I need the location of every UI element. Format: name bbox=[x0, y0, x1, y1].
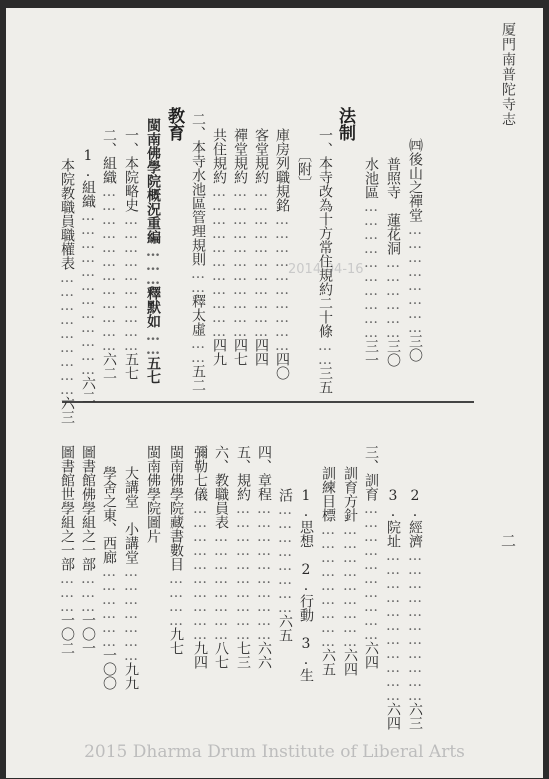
toc-entry-training-policy: 訓育方針………………………六四 bbox=[342, 466, 358, 676]
footer-watermark: 2015 Dharma Drum Institute of Liberal Arts bbox=[84, 742, 465, 762]
book-title: 厦門南普陀寺志 bbox=[500, 22, 516, 127]
toc-entry-rule-2: 二、本寺水池區管理規則……釋太虛……五二 bbox=[190, 112, 206, 392]
toc-entry-library-1: 圖書館佛學組之一部………一〇一 bbox=[80, 445, 96, 655]
toc-entry-library-catalog: 閩南佛學院藏書數目…………九七 bbox=[168, 445, 184, 655]
toc-entry-faculty: 本院教職員職權表………………………六三 bbox=[59, 158, 75, 424]
toc-entry-address: 3.院址……………………………六四 bbox=[385, 488, 401, 730]
toc-entry-life: 活……………………六五 bbox=[277, 488, 293, 642]
toc-entry-faculty-6: 六、教職員表……………………八七 bbox=[213, 445, 229, 669]
toc-entry-lecture-hall: 大講堂 小講堂…………………九九 bbox=[123, 466, 139, 690]
page-number: 二 bbox=[499, 533, 517, 548]
toc-appendix: 〔附〕 bbox=[296, 148, 312, 190]
section-heading-education: 教育 bbox=[164, 107, 184, 141]
toc-entry-history: 一、本院略史…………………………五七 bbox=[123, 128, 139, 380]
toc-entry-kufang: 庫房列職規銘…………………………四〇 bbox=[274, 128, 290, 380]
watermark-date: 2014-04-16 bbox=[288, 262, 364, 277]
toc-entry-ketang: 客堂規約……………………………四四 bbox=[253, 128, 269, 366]
toc-subitems-thought: 1.思想 2.行動 3.生 bbox=[298, 488, 314, 682]
toc-entry-organization: 二、組織………………………………六二 bbox=[101, 128, 117, 380]
toc-entry-houshan-chantang: ㈣後山之禪堂……………………三〇 bbox=[407, 138, 423, 362]
toc-entry-regulations-4: 四、章程…………………………六六 bbox=[256, 445, 272, 669]
toc-entry-minnan-intro: 閩南佛學院概況重編………釋默如……五七 bbox=[145, 118, 161, 384]
toc-entry-photos: 閩南佛學院圖片 bbox=[145, 445, 161, 543]
toc-entry-rule-1: 一、本寺改為十方常住規約二十條……三五 bbox=[317, 128, 333, 394]
toc-entry-training-goal: 訓練目標………………………六五 bbox=[320, 466, 336, 676]
toc-entry-regulations-5: 五、規約…………………………七三 bbox=[235, 445, 251, 669]
toc-entry-maitreya: 彌勒七儀…………………………九四 bbox=[192, 445, 208, 669]
toc-entry-gongzhu: 共住規約……………………………四九 bbox=[211, 128, 227, 366]
toc-entry-training: 三、訓育…………………………六四 bbox=[363, 445, 379, 669]
toc-entry-puzhao-temple: 普照寺 蓮花洞………………三〇 bbox=[385, 157, 401, 367]
section-heading-rules: 法制 bbox=[335, 107, 355, 141]
toc-entry-economy: 2.經濟……………………………六三 bbox=[407, 488, 423, 730]
section-divider bbox=[62, 401, 474, 403]
toc-entry-library-2: 圖書館世學組之一部………一〇二 bbox=[59, 445, 75, 655]
toc-entry-water-pond: 水池區…………………………三一 bbox=[363, 157, 379, 367]
toc-entry-dorm: 學舍之東、西廊………………一〇〇 bbox=[101, 466, 117, 690]
toc-entry-chantang: 禪堂規約……………………………四七 bbox=[232, 128, 248, 366]
toc-entry-org-1: 1.組織………………………………六二 bbox=[80, 148, 96, 404]
